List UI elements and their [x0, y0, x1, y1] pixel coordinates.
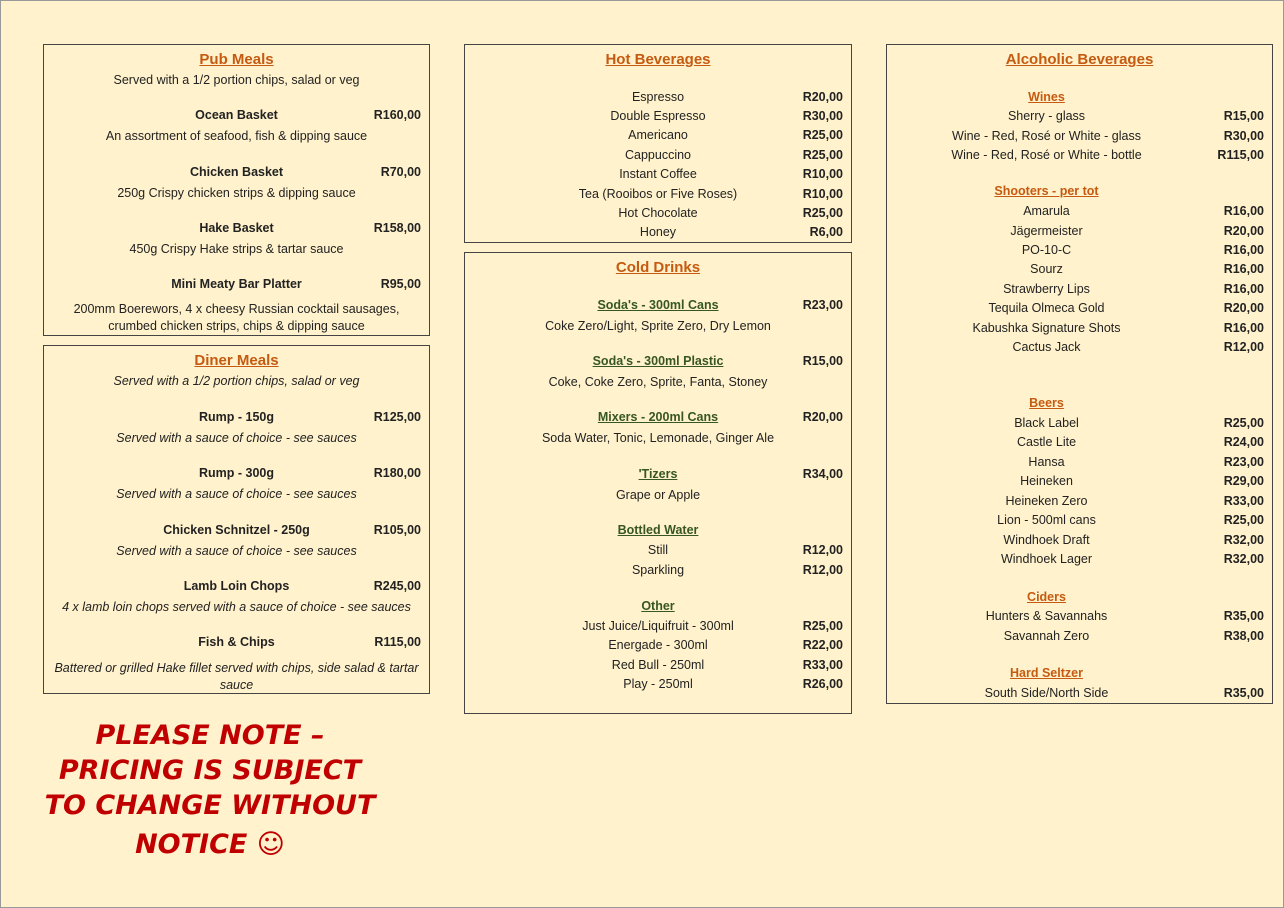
drink-section — [465, 354, 851, 372]
menu-item — [465, 187, 851, 205]
item-price: R25,00 — [802, 128, 843, 142]
menu-item — [887, 552, 1272, 570]
item-name: Heineken — [1020, 474, 1073, 488]
menu-item — [465, 109, 851, 127]
item-name: Lion - 500ml cans — [997, 513, 1096, 527]
section-heading-row — [887, 590, 1272, 608]
item-price: R22,00 — [802, 638, 843, 652]
menu-item — [465, 677, 851, 695]
menu-item — [44, 579, 429, 597]
item-description: An assortment of seafood, fish & dipping sauce — [105, 129, 368, 143]
menu-item — [887, 148, 1272, 166]
item-name: Red Bull - 250ml — [611, 658, 705, 672]
item-price: R23,00 — [802, 298, 843, 312]
menu-item — [887, 629, 1272, 647]
item-description: crumbed chicken strips, chips & dipping sauce — [108, 319, 365, 333]
section-description: Coke, Coke Zero, Sprite, Fanta, Stoney — [548, 375, 768, 389]
menu-item — [887, 455, 1272, 473]
item-name: Savannah Zero — [1003, 629, 1090, 643]
item-price: R25,00 — [1223, 416, 1264, 430]
item-name: Honey — [639, 225, 677, 239]
notice-line: PRICING IS SUBJECT — [58, 755, 362, 786]
item-price: R25,00 — [802, 206, 843, 220]
menu-item — [887, 474, 1272, 492]
item-price: R12,00 — [1223, 340, 1264, 354]
menu-item — [465, 148, 851, 166]
drink-section — [465, 467, 851, 485]
item-price: R20,00 — [802, 90, 843, 104]
menu-item — [887, 513, 1272, 531]
ciders-heading: Ciders — [1027, 590, 1066, 604]
beers-heading: Beers — [1029, 396, 1064, 410]
menu-item — [887, 204, 1272, 222]
hard-seltzer-heading: Hard Seltzer — [1010, 666, 1083, 680]
menu-item — [887, 109, 1272, 127]
item-price: R35,00 — [1223, 686, 1264, 700]
item-name: Strawberry Lips — [1003, 282, 1090, 296]
item-price: R38,00 — [1223, 629, 1264, 643]
section-description: Soda Water, Tonic, Lemonade, Ginger Ale — [541, 431, 775, 445]
menu-item — [44, 410, 429, 428]
item-description: sauce — [219, 678, 254, 692]
alcoholic-beverages-title: Alcoholic Beverages — [1005, 51, 1154, 68]
item-description: Served with a sauce of choice - see sauces — [116, 487, 357, 501]
item-name: Hot Chocolate — [618, 206, 698, 220]
item-name: Rump - 150g — [198, 410, 274, 424]
item-name: Sourz — [1030, 262, 1063, 276]
menu-item — [887, 301, 1272, 319]
notice-line: TO CHANGE WITHOUT — [44, 790, 376, 821]
notice-line: PLEASE NOTE – — [95, 720, 325, 751]
item-name: Sherry - glass — [1007, 109, 1086, 123]
menu-item — [465, 638, 851, 656]
section-description: Grape or Apple — [615, 488, 701, 502]
menu-item — [887, 321, 1272, 339]
menu-item — [44, 108, 429, 126]
item-price: R32,00 — [1223, 533, 1264, 547]
item-price: R35,00 — [1223, 609, 1264, 623]
item-price: R125,00 — [373, 410, 421, 424]
item-name: Cappuccino — [624, 148, 691, 162]
item-name: Tea (Rooibos or Five Roses) — [578, 187, 738, 201]
menu-item — [44, 165, 429, 183]
item-name: Fish & Chips — [198, 635, 275, 649]
item-price: R16,00 — [1223, 243, 1264, 257]
pricing-notice — [40, 718, 380, 862]
item-price: R16,00 — [1223, 282, 1264, 296]
menu-item — [887, 262, 1272, 280]
item-name: Windhoek Draft — [1003, 533, 1090, 547]
item-name: Energade - 300ml — [608, 638, 708, 652]
menu-item — [887, 282, 1272, 300]
section-description: Coke Zero/Light, Sprite Zero, Dry Lemon — [545, 319, 771, 333]
item-price: R245,00 — [373, 579, 421, 593]
item-description: 4 x lamb loin chops served with a sauce of choice - see sauces — [62, 600, 411, 614]
cold-drinks-title: Cold Drinks — [615, 259, 701, 276]
menu-item — [465, 658, 851, 676]
item-price: R24,00 — [1223, 435, 1264, 449]
item-price: R26,00 — [802, 677, 843, 691]
item-price: R25,00 — [802, 619, 843, 633]
item-name: Play - 250ml — [623, 677, 693, 691]
section-heading: Soda's - 300ml Cans — [597, 298, 719, 312]
section-heading: Mixers - 200ml Cans — [597, 410, 719, 424]
item-description: Battered or grilled Hake fillet served with chips, side salad & tartar — [54, 661, 419, 675]
item-name: Chicken Schnitzel - 250g — [163, 523, 310, 537]
menu-item — [465, 563, 851, 581]
item-name: Espresso — [631, 90, 685, 104]
item-price: R180,00 — [373, 466, 421, 480]
item-price: R15,00 — [1223, 109, 1264, 123]
drink-section — [465, 410, 851, 428]
item-price: R16,00 — [1223, 321, 1264, 335]
item-name: Windhoek Lager — [1000, 552, 1093, 566]
item-name: Americano — [628, 128, 688, 142]
item-price: R105,00 — [373, 523, 421, 537]
item-price: R16,00 — [1223, 204, 1264, 218]
item-name: Cactus Jack — [1012, 340, 1081, 354]
item-name: Castle Lite — [1016, 435, 1077, 449]
menu-item — [44, 635, 429, 653]
cold-drinks-panel — [464, 252, 852, 714]
item-price: R70,00 — [380, 165, 421, 179]
menu-item — [465, 619, 851, 637]
bottled-water-heading: Bottled Water — [617, 523, 699, 537]
diner-meals-subtitle: Served with a 1/2 portion chips, salad or veg — [113, 374, 360, 388]
menu-item — [465, 206, 851, 224]
menu-item — [465, 90, 851, 108]
item-price: R115,00 — [1217, 148, 1264, 162]
section-heading-row — [887, 396, 1272, 414]
menu-item — [465, 543, 851, 561]
diner-meals-panel — [43, 345, 430, 694]
item-name: Jägermeister — [1010, 224, 1083, 238]
item-name: Tequila Olmeca Gold — [988, 301, 1105, 315]
pub-meals-panel — [43, 44, 430, 336]
menu-item — [465, 167, 851, 185]
menu-item — [44, 466, 429, 484]
item-name: Heineken Zero — [1005, 494, 1088, 508]
item-description: 250g Crispy chicken strips & dipping sauce — [117, 186, 356, 200]
item-price: R10,00 — [802, 187, 843, 201]
item-price: R10,00 — [802, 167, 843, 181]
item-name: Mini Meaty Bar Platter — [171, 277, 302, 291]
item-price: R30,00 — [1223, 129, 1264, 143]
wines-heading: Wines — [1028, 90, 1065, 104]
menu-item — [887, 494, 1272, 512]
item-price: R23,00 — [1223, 455, 1264, 469]
menu-item — [44, 523, 429, 541]
item-name: South Side/North Side — [984, 686, 1109, 700]
item-price: R32,00 — [1223, 552, 1264, 566]
notice-line: NOTICE ☺ — [135, 829, 285, 860]
item-name: Sparkling — [631, 563, 685, 577]
item-price: R20,00 — [1223, 301, 1264, 315]
item-price: R25,00 — [802, 148, 843, 162]
item-price: R15,00 — [802, 354, 843, 368]
item-name: Instant Coffee — [619, 167, 697, 181]
item-name: Ocean Basket — [195, 108, 278, 122]
item-price: R12,00 — [802, 543, 843, 557]
hot-beverages-title: Hot Beverages — [605, 51, 711, 68]
item-name: Just Juice/Liquifruit - 300ml — [582, 619, 734, 633]
item-description: 200mm Boerewors, 4 x cheesy Russian cocktail sausages, — [73, 302, 400, 316]
diner-meals-title: Diner Meals — [194, 352, 279, 369]
item-name: Wine - Red, Rosé or White - bottle — [951, 148, 1142, 162]
pub-meals-subtitle: Served with a 1/2 portion chips, salad or veg — [113, 73, 360, 87]
section-heading-row — [887, 90, 1272, 108]
shooters-heading: Shooters - per tot — [994, 184, 1099, 198]
item-name: Still — [647, 543, 669, 557]
item-description: Served with a sauce of choice - see sauces — [116, 544, 357, 558]
item-name: PO-10-C — [1021, 243, 1072, 257]
item-description: Served with a sauce of choice - see sauces — [116, 431, 357, 445]
item-name: Hunters & Savannahs — [985, 609, 1108, 623]
item-name: Wine - Red, Rosé or White - glass — [952, 129, 1141, 143]
item-name: Hake Basket — [199, 221, 274, 235]
menu-item — [887, 609, 1272, 627]
menu-item — [887, 129, 1272, 147]
item-name: Double Espresso — [610, 109, 706, 123]
hot-beverages-panel — [464, 44, 852, 243]
menu-item — [887, 686, 1272, 704]
item-price: R33,00 — [802, 658, 843, 672]
item-price: R160,00 — [373, 108, 421, 122]
menu-item — [44, 277, 429, 295]
item-description: 450g Crispy Hake strips & tartar sauce — [129, 242, 344, 256]
item-price: R29,00 — [1223, 474, 1264, 488]
item-price: R16,00 — [1223, 262, 1264, 276]
menu-item — [887, 243, 1272, 261]
item-price: R33,00 — [1223, 494, 1264, 508]
item-name: Black Label — [1014, 416, 1079, 430]
menu-item — [465, 128, 851, 146]
section-heading-row — [887, 666, 1272, 684]
pub-meals-title: Pub Meals — [199, 51, 274, 68]
item-price: R12,00 — [802, 563, 843, 577]
section-heading: Soda's - 300ml Plastic — [592, 354, 724, 368]
item-name: Amarula — [1023, 204, 1070, 218]
item-price: R20,00 — [1223, 224, 1264, 238]
item-price: R95,00 — [380, 277, 421, 291]
menu-item — [887, 533, 1272, 551]
menu-item — [887, 340, 1272, 358]
item-price: R30,00 — [802, 109, 843, 123]
item-name: Kabushka Signature Shots — [972, 321, 1121, 335]
alcoholic-beverages-panel — [886, 44, 1273, 704]
item-price: R158,00 — [373, 221, 421, 235]
item-price: R25,00 — [1223, 513, 1264, 527]
menu-item — [44, 221, 429, 239]
menu-item — [465, 225, 851, 243]
item-price: R20,00 — [802, 410, 843, 424]
menu-item — [887, 416, 1272, 434]
item-name: Hansa — [1028, 455, 1065, 469]
item-price: R6,00 — [809, 225, 843, 239]
item-name: Lamb Loin Chops — [183, 579, 290, 593]
other-heading: Other — [641, 599, 675, 613]
section-heading-row — [887, 184, 1272, 202]
menu-item — [887, 224, 1272, 242]
item-price: R115,00 — [374, 635, 421, 649]
item-price: R34,00 — [802, 467, 843, 481]
item-name: Chicken Basket — [189, 165, 284, 179]
item-name: Rump - 300g — [198, 466, 274, 480]
menu-item — [887, 435, 1272, 453]
section-heading: 'Tizers — [638, 467, 678, 481]
drink-section — [465, 298, 851, 316]
